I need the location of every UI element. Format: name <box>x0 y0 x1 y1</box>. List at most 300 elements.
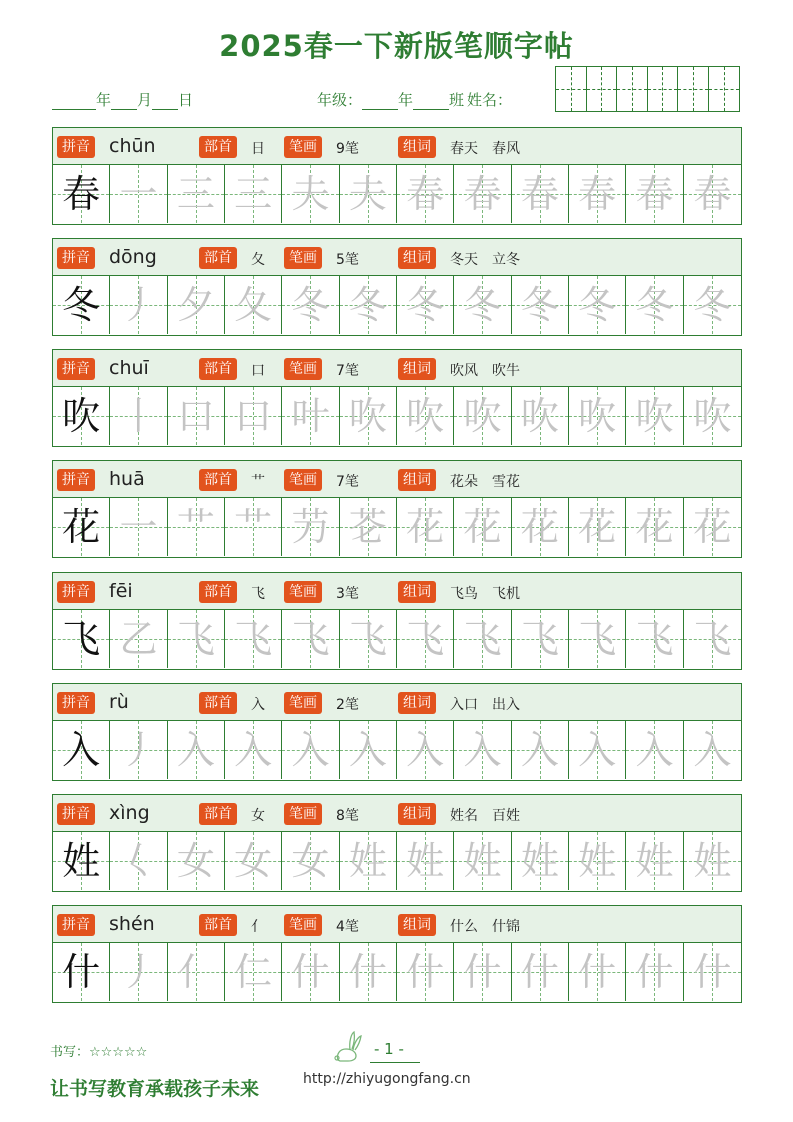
trace-cell[interactable] <box>569 721 626 779</box>
trace-cell[interactable] <box>684 721 741 779</box>
stroke-step: 飞 <box>234 617 273 661</box>
stroke-step: 叶 <box>291 394 330 438</box>
words-tag: 组词 <box>398 247 436 269</box>
model-char-cell[interactable] <box>53 276 110 334</box>
rating-label: 书写：☆☆☆☆☆ <box>50 1045 148 1060</box>
stroke-step: 什 <box>520 950 559 994</box>
stroke-step: 女 <box>234 839 273 883</box>
words-tag: 组词 <box>398 803 436 825</box>
radical-tag: 部首 <box>199 803 237 825</box>
month-blank[interactable] <box>111 95 137 110</box>
model-char: 吹 <box>62 394 101 438</box>
trace-cell[interactable] <box>684 498 741 556</box>
trace-cell[interactable] <box>110 276 167 334</box>
trace-cell[interactable] <box>225 276 282 334</box>
trace-cell[interactable] <box>454 610 511 668</box>
trace-cell[interactable] <box>282 832 339 890</box>
pinyin-tag: 拼音 <box>57 692 95 714</box>
trace-cell[interactable] <box>569 610 626 668</box>
model-char: 春 <box>62 172 101 216</box>
stroke-step: 艹 <box>176 505 215 549</box>
char-block <box>52 460 742 558</box>
stroke-step: 什 <box>635 950 674 994</box>
radical-tag: 部首 <box>199 692 237 714</box>
radical-value: 日 <box>251 141 265 157</box>
words-value: 冬天 立冬 <box>450 252 520 268</box>
trace-cell[interactable] <box>569 276 626 334</box>
trace-cell[interactable] <box>454 387 511 445</box>
stroke-step: 飞 <box>348 617 387 661</box>
char-block <box>52 683 742 781</box>
trace-cell[interactable] <box>225 610 282 668</box>
pinyin-value: shén <box>109 913 155 935</box>
trace-cell[interactable] <box>569 943 626 1001</box>
name-cell[interactable] <box>709 67 740 111</box>
stroke-step: 冬 <box>693 283 732 327</box>
trace-cell[interactable] <box>684 610 741 668</box>
strokes-value: 9笔 <box>336 141 359 157</box>
trace-cell[interactable] <box>282 721 339 779</box>
trace-cell[interactable] <box>684 943 741 1001</box>
grade-year-label: 年 <box>398 91 414 109</box>
trace-cell[interactable] <box>454 943 511 1001</box>
stroke-step: 亻 <box>176 950 215 994</box>
pinyin-value: chūn <box>109 135 156 157</box>
trace-cell[interactable] <box>512 832 569 890</box>
trace-cell[interactable] <box>168 610 225 668</box>
stroke-step: 乙 <box>119 617 158 661</box>
trace-cell[interactable] <box>684 276 741 334</box>
trace-cell[interactable] <box>225 498 282 556</box>
model-char-cell[interactable] <box>53 943 110 1001</box>
trace-cell[interactable] <box>397 832 454 890</box>
strokes-value: 8笔 <box>336 808 359 824</box>
trace-cell[interactable] <box>110 498 167 556</box>
trace-cell[interactable] <box>168 832 225 890</box>
model-char: 冬 <box>62 283 101 327</box>
trace-cell[interactable] <box>512 943 569 1001</box>
trace-cell[interactable] <box>454 832 511 890</box>
stroke-step: 春 <box>635 172 674 216</box>
radical-tag: 部首 <box>199 247 237 269</box>
trace-cell[interactable] <box>512 610 569 668</box>
pinyin-value: huā <box>109 468 145 490</box>
name-cell[interactable] <box>587 67 618 111</box>
words-value: 春天 春风 <box>450 141 520 157</box>
website-url[interactable]: http://zhiyugongfang.cn <box>303 1071 471 1087</box>
stroke-step: 冬 <box>406 283 445 327</box>
stroke-step: 姓 <box>693 839 732 883</box>
radical-tag: 部首 <box>199 136 237 158</box>
stroke-step: 什 <box>463 950 502 994</box>
stroke-step: 花 <box>635 505 674 549</box>
trace-cell[interactable] <box>168 943 225 1001</box>
radical-tag: 部首 <box>199 914 237 936</box>
words-tag: 组词 <box>398 914 436 936</box>
trace-cell[interactable] <box>397 721 454 779</box>
stroke-step: 什 <box>348 950 387 994</box>
stroke-step: 冬 <box>578 283 617 327</box>
trace-cell[interactable] <box>225 165 282 223</box>
trace-cell[interactable] <box>454 165 511 223</box>
char-header <box>53 795 741 832</box>
trace-cell[interactable] <box>110 387 167 445</box>
stroke-step: 什 <box>693 950 732 994</box>
stroke-step: 姓 <box>520 839 559 883</box>
trace-cell[interactable] <box>225 387 282 445</box>
model-char-cell[interactable] <box>53 721 110 779</box>
trace-cell[interactable] <box>626 387 683 445</box>
name-writing-grid[interactable] <box>555 66 740 112</box>
char-block <box>52 127 742 225</box>
char-block <box>52 572 742 670</box>
model-char: 什 <box>62 950 101 994</box>
trace-cell[interactable] <box>397 498 454 556</box>
words-value: 吹风 吹牛 <box>450 363 520 379</box>
stroke-step: 姓 <box>406 839 445 883</box>
stroke-step: 姓 <box>348 839 387 883</box>
stroke-step: 花 <box>578 505 617 549</box>
pinyin-tag: 拼音 <box>57 136 95 158</box>
model-char-cell[interactable] <box>53 498 110 556</box>
name-label: 姓名： <box>467 91 513 109</box>
model-char-cell[interactable] <box>53 610 110 668</box>
stroke-step: 芀 <box>291 505 330 549</box>
stroke-step: 夫 <box>348 172 387 216</box>
stroke-step: 夂 <box>234 283 273 327</box>
stroke-step: 夕 <box>176 283 215 327</box>
trace-cell[interactable] <box>110 943 167 1001</box>
trace-cell[interactable] <box>397 165 454 223</box>
stroke-step: 丿 <box>119 728 158 772</box>
strokes-tag: 笔画 <box>284 803 322 825</box>
stroke-step: 入 <box>291 728 330 772</box>
trace-cell[interactable] <box>454 498 511 556</box>
model-char: 入 <box>62 728 101 772</box>
stroke-step: 入 <box>348 728 387 772</box>
slogan: 让书写教育承载孩子未来 <box>50 1078 260 1100</box>
class-label: 班 <box>449 91 465 109</box>
trace-cell[interactable] <box>454 721 511 779</box>
stroke-step: 春 <box>463 172 502 216</box>
pinyin-tag: 拼音 <box>57 803 95 825</box>
trace-cell[interactable] <box>282 943 339 1001</box>
trace-cell[interactable] <box>626 165 683 223</box>
words-value: 入口 出入 <box>450 697 520 713</box>
trace-cell[interactable] <box>110 610 167 668</box>
char-header <box>53 239 741 276</box>
page-number: - 1 - <box>374 1040 404 1058</box>
trace-cell[interactable] <box>282 610 339 668</box>
pinyin-tag: 拼音 <box>57 358 95 380</box>
trace-cell[interactable] <box>340 721 397 779</box>
stroke-step: 艹 <box>234 505 273 549</box>
writing-row <box>53 943 741 1001</box>
char-header <box>53 906 741 943</box>
model-char: 飞 <box>62 617 101 661</box>
char-block <box>52 905 742 1003</box>
char-header <box>53 461 741 498</box>
trace-cell[interactable] <box>512 721 569 779</box>
stroke-step: 花 <box>693 505 732 549</box>
trace-cell[interactable] <box>110 165 167 223</box>
stroke-step: 飞 <box>693 617 732 661</box>
trace-cell[interactable] <box>225 832 282 890</box>
trace-cell[interactable] <box>684 165 741 223</box>
stroke-step: 飞 <box>406 617 445 661</box>
class-blank[interactable] <box>413 95 449 110</box>
stroke-step: 口 <box>234 394 273 438</box>
writing-row <box>53 498 741 556</box>
trace-cell[interactable] <box>397 610 454 668</box>
trace-cell[interactable] <box>282 165 339 223</box>
stroke-step: 姓 <box>635 839 674 883</box>
char-block <box>52 238 742 336</box>
trace-cell[interactable] <box>168 165 225 223</box>
trace-cell[interactable] <box>512 387 569 445</box>
stroke-step: 春 <box>578 172 617 216</box>
stroke-step: 飞 <box>520 617 559 661</box>
stroke-step: 𡿨 <box>119 839 158 883</box>
name-cell[interactable] <box>617 67 648 111</box>
trace-cell[interactable] <box>512 276 569 334</box>
trace-cell[interactable] <box>569 498 626 556</box>
trace-cell[interactable] <box>684 832 741 890</box>
char-header <box>53 128 741 165</box>
stroke-step: 夫 <box>291 172 330 216</box>
words-value: 飞鸟 飞机 <box>450 586 520 602</box>
trace-cell[interactable] <box>168 276 225 334</box>
date-line <box>52 89 193 110</box>
month-label: 月 <box>137 91 153 109</box>
radical-value: 口 <box>251 363 265 379</box>
stroke-step: 吹 <box>520 394 559 438</box>
stroke-step: 冬 <box>520 283 559 327</box>
writing-row <box>53 721 741 779</box>
char-header <box>53 350 741 387</box>
words-value: 什么 什锦 <box>450 919 520 935</box>
strokes-tag: 笔画 <box>284 136 322 158</box>
radical-tag: 部首 <box>199 581 237 603</box>
stroke-step: 飞 <box>635 617 674 661</box>
rabbit-icon <box>330 1030 368 1064</box>
words-tag: 组词 <box>398 469 436 491</box>
stroke-step: 丿 <box>119 283 158 327</box>
strokes-tag: 笔画 <box>284 692 322 714</box>
trace-cell[interactable] <box>110 721 167 779</box>
words-tag: 组词 <box>398 581 436 603</box>
stroke-step: 一 <box>119 172 158 216</box>
trace-cell[interactable] <box>397 943 454 1001</box>
trace-cell[interactable] <box>569 165 626 223</box>
words-value: 姓名 百姓 <box>450 808 520 824</box>
stroke-step: 芲 <box>348 505 387 549</box>
words-value: 花朵 雪花 <box>450 474 520 490</box>
words-tag: 组词 <box>398 136 436 158</box>
words-tag: 组词 <box>398 358 436 380</box>
stroke-step: 姓 <box>578 839 617 883</box>
words-tag: 组词 <box>398 692 436 714</box>
strokes-value: 5笔 <box>336 252 359 268</box>
stroke-step: 吹 <box>348 394 387 438</box>
stroke-step: 什 <box>406 950 445 994</box>
page-title: 2025春一下新版笔顺字帖 <box>219 29 574 63</box>
trace-cell[interactable] <box>225 943 282 1001</box>
stroke-step: 飞 <box>578 617 617 661</box>
trace-cell[interactable] <box>225 721 282 779</box>
stroke-step: 春 <box>693 172 732 216</box>
trace-cell[interactable] <box>626 721 683 779</box>
trace-cell[interactable] <box>168 498 225 556</box>
char-header <box>53 684 741 721</box>
stroke-step: 女 <box>291 839 330 883</box>
stroke-step: 入 <box>520 728 559 772</box>
name-cell[interactable] <box>678 67 709 111</box>
stroke-step: 什 <box>291 950 330 994</box>
stroke-step: 飞 <box>291 617 330 661</box>
day-blank[interactable] <box>152 95 178 110</box>
pinyin-value: chuī <box>109 357 149 379</box>
strokes-value: 4笔 <box>336 919 359 935</box>
trace-cell[interactable] <box>340 387 397 445</box>
grade-line <box>317 89 512 110</box>
stroke-step: 入 <box>693 728 732 772</box>
trace-cell[interactable] <box>626 610 683 668</box>
writing-row <box>53 165 741 223</box>
trace-cell[interactable] <box>569 832 626 890</box>
stroke-step: 吹 <box>635 394 674 438</box>
trace-cell[interactable] <box>340 165 397 223</box>
stroke-step: 入 <box>234 728 273 772</box>
stroke-step: 女 <box>176 839 215 883</box>
trace-cell[interactable] <box>340 276 397 334</box>
trace-cell[interactable] <box>282 498 339 556</box>
trace-cell[interactable] <box>340 610 397 668</box>
trace-cell[interactable] <box>512 498 569 556</box>
trace-cell[interactable] <box>569 387 626 445</box>
stroke-step: 冬 <box>291 283 330 327</box>
strokes-tag: 笔画 <box>284 247 322 269</box>
stroke-step: 入 <box>176 728 215 772</box>
trace-cell[interactable] <box>340 943 397 1001</box>
strokes-tag: 笔画 <box>284 581 322 603</box>
model-char-cell[interactable] <box>53 832 110 890</box>
pinyin-tag: 拼音 <box>57 914 95 936</box>
trace-cell[interactable] <box>282 276 339 334</box>
char-block <box>52 794 742 892</box>
trace-cell[interactable] <box>684 387 741 445</box>
writing-row <box>53 832 741 890</box>
radical-value: 艹 <box>251 474 265 490</box>
strokes-tag: 笔画 <box>284 469 322 491</box>
trace-cell[interactable] <box>626 832 683 890</box>
page-underline <box>370 1062 420 1063</box>
year-label: 年 <box>96 91 112 109</box>
stroke-step: 春 <box>520 172 559 216</box>
trace-cell[interactable] <box>512 165 569 223</box>
trace-cell[interactable] <box>454 276 511 334</box>
pinyin-value: fēi <box>109 580 133 602</box>
page-number-badge <box>330 1030 430 1064</box>
trace-cell[interactable] <box>340 498 397 556</box>
stroke-step: 冬 <box>635 283 674 327</box>
stroke-step: 春 <box>406 172 445 216</box>
char-block <box>52 349 742 447</box>
radical-value: 飞 <box>251 586 265 602</box>
trace-cell[interactable] <box>168 387 225 445</box>
trace-cell[interactable] <box>626 276 683 334</box>
strokes-value: 7笔 <box>336 474 359 490</box>
year-blank[interactable] <box>52 95 96 110</box>
name-cell[interactable] <box>556 67 587 111</box>
stroke-step: 丨 <box>119 394 158 438</box>
radical-tag: 部首 <box>199 358 237 380</box>
model-char: 姓 <box>62 839 101 883</box>
trace-cell[interactable] <box>282 387 339 445</box>
radical-value: 亻 <box>251 919 265 935</box>
strokes-value: 2笔 <box>336 697 359 713</box>
stroke-step: 仁 <box>234 950 273 994</box>
pinyin-tag: 拼音 <box>57 581 95 603</box>
stroke-step: 三 <box>176 172 215 216</box>
writing-row <box>53 610 741 668</box>
stroke-step: 入 <box>635 728 674 772</box>
trace-cell[interactable] <box>626 943 683 1001</box>
writing-row <box>53 387 741 445</box>
stroke-step: 冬 <box>463 283 502 327</box>
trace-cell[interactable] <box>168 721 225 779</box>
stroke-step: 吹 <box>406 394 445 438</box>
stroke-step: 入 <box>406 728 445 772</box>
grade-label: 年级： <box>317 91 363 109</box>
stroke-step: 花 <box>520 505 559 549</box>
pinyin-value: dōng <box>109 246 157 268</box>
radical-value: 入 <box>251 697 265 713</box>
radical-value: 夂 <box>251 252 265 268</box>
stroke-step: 入 <box>578 728 617 772</box>
stroke-step: 花 <box>406 505 445 549</box>
name-cell[interactable] <box>648 67 679 111</box>
trace-cell[interactable] <box>397 276 454 334</box>
trace-cell[interactable] <box>626 498 683 556</box>
model-char: 花 <box>62 505 101 549</box>
model-char-cell[interactable] <box>53 165 110 223</box>
stroke-step: 什 <box>578 950 617 994</box>
trace-cell[interactable] <box>110 832 167 890</box>
trace-cell[interactable] <box>340 832 397 890</box>
stroke-step: 吹 <box>578 394 617 438</box>
grade-year-blank[interactable] <box>362 95 398 110</box>
strokes-value: 7笔 <box>336 363 359 379</box>
radical-tag: 部首 <box>199 469 237 491</box>
stroke-step: 吹 <box>693 394 732 438</box>
stroke-step: 入 <box>463 728 502 772</box>
strokes-tag: 笔画 <box>284 914 322 936</box>
stroke-step: 丿 <box>119 950 158 994</box>
pinyin-value: rù <box>109 691 129 713</box>
model-char-cell[interactable] <box>53 387 110 445</box>
stroke-step: 三 <box>234 172 273 216</box>
pinyin-tag: 拼音 <box>57 247 95 269</box>
pinyin-tag: 拼音 <box>57 469 95 491</box>
stroke-step: 吹 <box>463 394 502 438</box>
trace-cell[interactable] <box>397 387 454 445</box>
radical-value: 女 <box>251 808 265 824</box>
strokes-tag: 笔画 <box>284 358 322 380</box>
stroke-step: 飞 <box>176 617 215 661</box>
char-header <box>53 573 741 610</box>
stroke-step: 姓 <box>463 839 502 883</box>
